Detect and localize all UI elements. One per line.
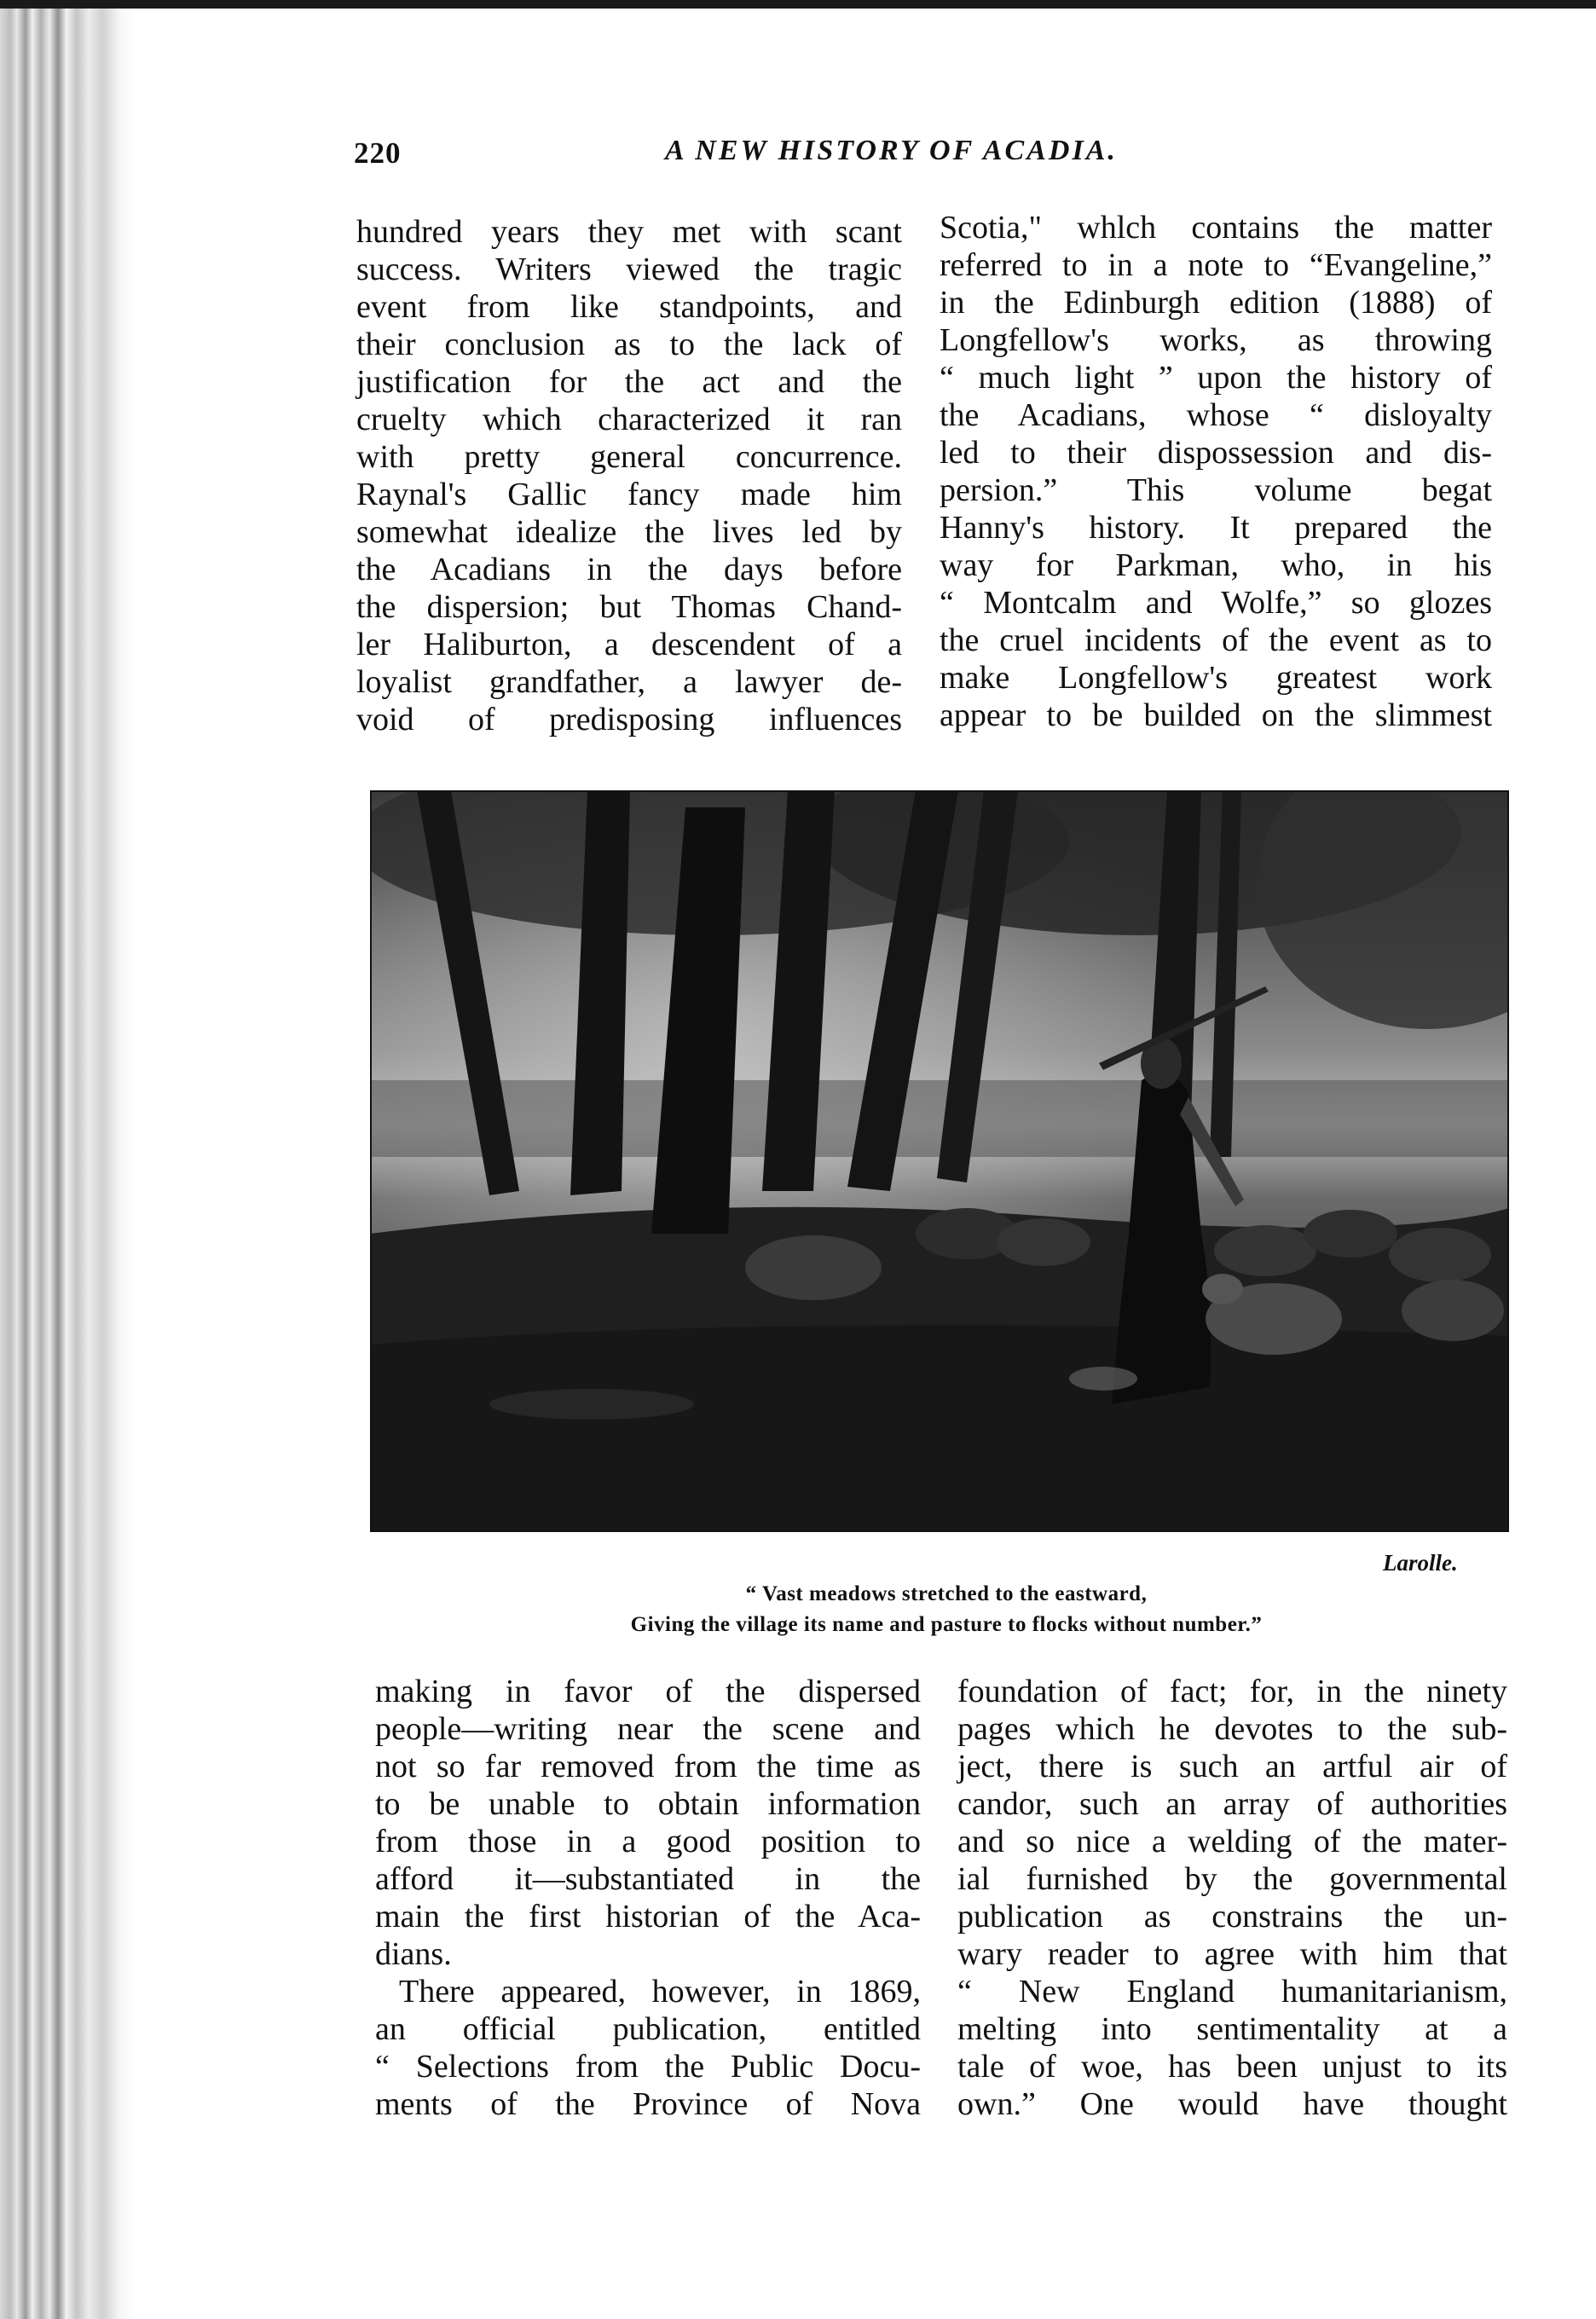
text-line: afford it—substantiated in the <box>375 1861 921 1897</box>
text-line: somewhat idealize the lives led by <box>356 514 902 550</box>
text-line: justification for the act and the <box>356 364 902 400</box>
text-line: ial furnished by the governmental <box>957 1861 1507 1897</box>
paragraph <box>356 213 902 738</box>
text-line: the Acadians, whose “ disloyalty <box>940 397 1492 433</box>
artist-credit: Larolle. <box>1383 1550 1458 1576</box>
top-right-column <box>940 209 1492 734</box>
text-line: melting into sentimentality at a <box>957 2011 1507 2047</box>
text-line: with pretty general concurrence. <box>356 439 902 475</box>
text-line: to be unable to obtain information <box>375 1786 921 1822</box>
text-line: way for Parkman, who, in his <box>940 547 1492 583</box>
text-line: Raynal's Gallic fancy made him <box>356 477 902 512</box>
text-line: Hanny's history. It prepared the <box>940 510 1492 546</box>
text-line: success. Writers viewed the tragic <box>356 252 902 287</box>
text-line: an official publication, entitled <box>375 2011 921 2047</box>
text-line: foundation of fact; for, in the ninety <box>957 1674 1507 1709</box>
text-line: event from like standpoints, and <box>356 289 902 325</box>
text-line: not so far removed from the time as <box>375 1749 921 1784</box>
text-line: “ Montcalm and Wolfe,” so glozes <box>940 585 1492 621</box>
paragraph <box>375 1973 921 2123</box>
text-line: referred to in a note to “Evangeline,” <box>940 247 1492 283</box>
text-line: “ Selections from the Public Docu- <box>375 2049 921 2085</box>
caption-line: Giving the village its name and pasture to flocks without number.” <box>630 1613 1263 1636</box>
text-line: and so nice a welding of the mater- <box>957 1824 1507 1859</box>
text-line: led to their dispossession and dis- <box>940 435 1492 471</box>
text-line: wary reader to agree with him that <box>957 1936 1507 1972</box>
bottom-right-column <box>957 1673 1507 2123</box>
text-line: loyalist grandfather, a lawyer de- <box>356 664 902 700</box>
text-line: void of predisposing influences <box>356 702 902 737</box>
paragraph <box>375 1673 921 1973</box>
text-line: publication as constrains the un- <box>957 1899 1507 1934</box>
illustration-image <box>370 790 1509 1532</box>
text-line: persion.” This volume begat <box>940 472 1492 508</box>
text-line: make Longfellow's greatest work <box>940 660 1492 696</box>
running-title: A NEW HISTORY OF ACADIA. <box>665 135 1118 166</box>
text-line: dians. <box>375 1936 452 1972</box>
text-line: making in favor of the dispersed <box>375 1674 921 1709</box>
text-line: Scotia," whlch contains the matter <box>940 210 1492 246</box>
bottom-left-column <box>375 1673 921 2123</box>
text-line: people—writing near the scene and <box>375 1711 921 1747</box>
page-number: 220 <box>354 136 402 170</box>
text-line: ler Haliburton, a descendent of a <box>356 627 902 662</box>
text-line: Longfellow's works, as throwing <box>940 322 1492 358</box>
text-line: “ much light ” upon the history of <box>940 360 1492 396</box>
text-line: ments of the Province of Nova <box>375 2086 921 2122</box>
text-line: cruelty which characterized it ran <box>356 402 902 437</box>
text-line: ject, there is such an artful air of <box>957 1749 1507 1784</box>
text-line: pages which he devotes to the sub- <box>957 1711 1507 1747</box>
paragraph <box>940 209 1492 734</box>
text-line: tale of woe, has been unjust to its <box>957 2049 1507 2085</box>
text-line: appear to be builded on the slimmest <box>940 697 1492 733</box>
paragraph <box>957 1673 1507 2123</box>
top-left-column <box>356 213 902 738</box>
text-line: from those in a good position to <box>375 1824 921 1859</box>
text-line: in the Edinburgh edition (1888) of <box>940 285 1492 321</box>
text-line: the Acadians in the days before <box>356 552 902 587</box>
figure-caption <box>477 1579 1415 1640</box>
text-line: hundred years they met with scant <box>356 214 902 250</box>
text-line: the cruel incidents of the event as to <box>940 622 1492 658</box>
text-line: “ New England humanitarianism, <box>957 1974 1507 2010</box>
text-line: candor, such an array of authorities <box>957 1786 1507 1822</box>
illustration-shepherdess-with-flock <box>370 790 1509 1532</box>
text-line: There appeared, however, in 1869, <box>399 1974 921 2010</box>
text-line: the dispersion; but Thomas Chand- <box>356 589 902 625</box>
text-line: their conclusion as to the lack of <box>356 327 902 362</box>
text-line: own.” One would have thought <box>957 2086 1507 2122</box>
text-line: main the first historian of the Aca- <box>375 1899 921 1934</box>
caption-line: “ Vast meadows stretched to the eastward, <box>745 1582 1148 1605</box>
